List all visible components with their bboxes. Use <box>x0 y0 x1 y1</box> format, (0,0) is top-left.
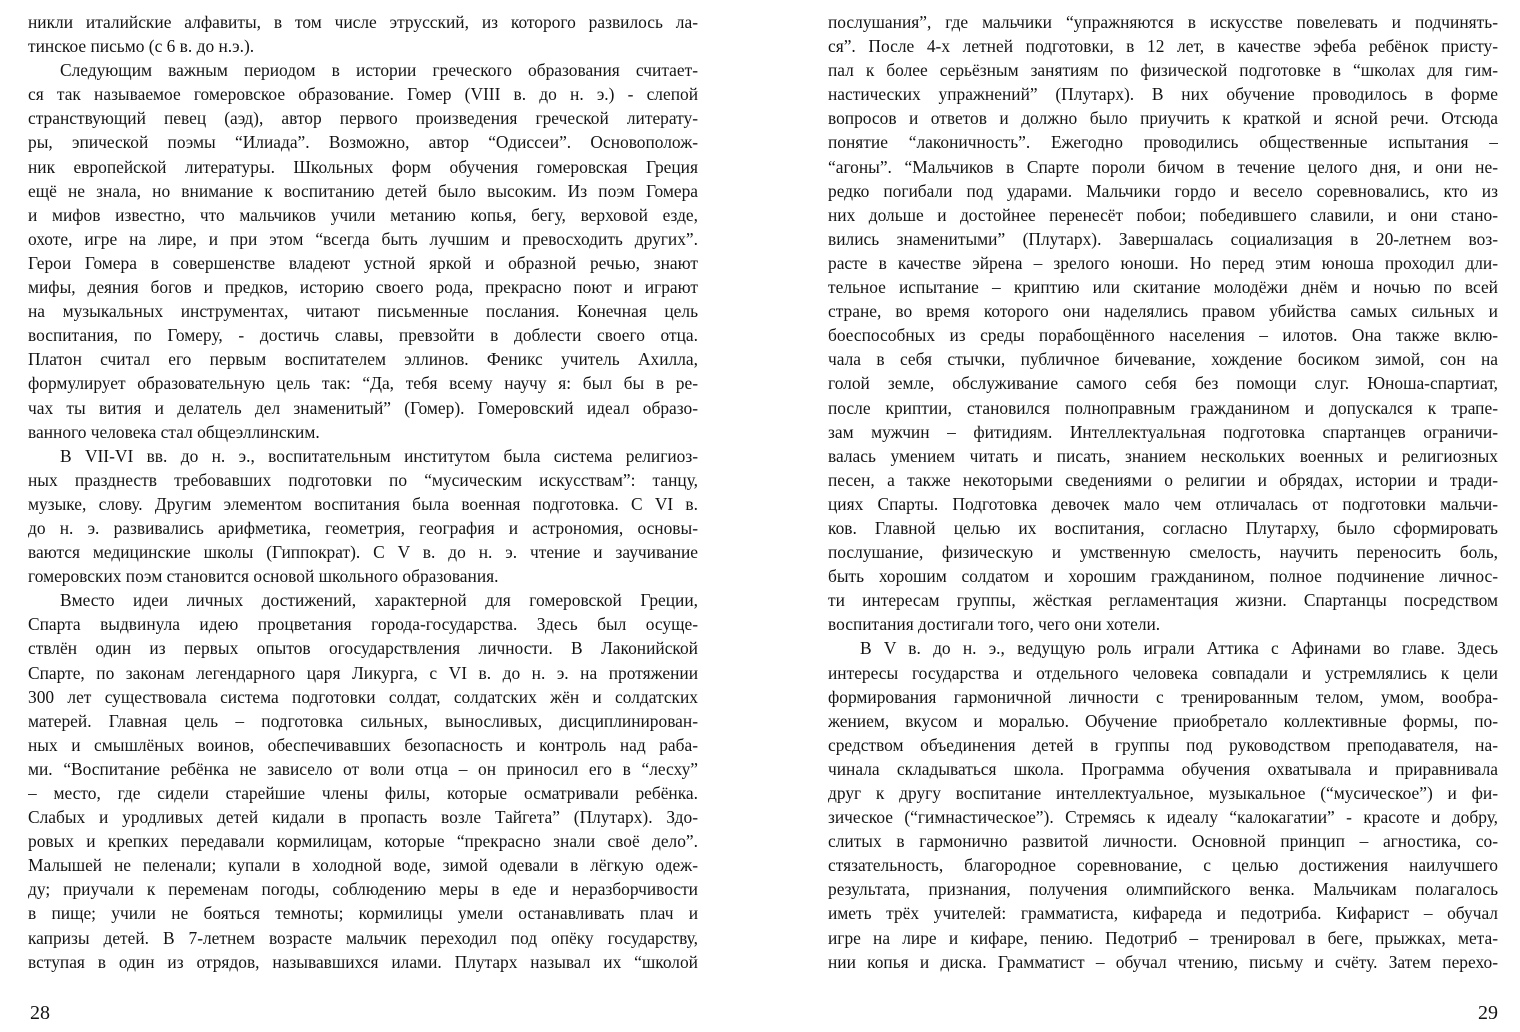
text-line: до н. э. развивались арифметика, геометрия, география и астрономия, основы- <box>28 517 698 538</box>
text-line: ещё не знала, но внимание к воспитанию детей было высоким. Из поэм Гомера <box>28 180 698 201</box>
text-line: на музыкальных инструментах, читают письменные послания. Конечная цель <box>28 301 698 322</box>
paragraph <box>28 58 698 444</box>
text-line: формулирует образовательную цель так: “Да, тебя всему научу я: был бы в ре- <box>28 373 698 394</box>
text-line: музыке, слову. Другим элементом воспитания была военная подготовка. С VI в. <box>28 493 698 514</box>
text-line: тельное испытание – криптию или скитание молодёжи днём и ночью по всей <box>828 277 1498 298</box>
text-line: – место, где сидели старейшие члены филы, которые осматривали ребёнка. <box>28 783 698 803</box>
text-line: мифы, деяния богов и предков, историю своего рода, прекрасно поют и играют <box>28 277 698 298</box>
paragraph <box>28 444 698 589</box>
text-line: ных празднеств требовавших подготовки по “мусическим искусствам”: танцу, <box>28 469 698 490</box>
text-line: ровых и крепких передавали кормилицам, которые “прекрасно знали своё дело”. <box>28 831 698 852</box>
text-line: никли италийские алфавиты, в том числе этрусский, из которого развилось ла- <box>28 12 698 32</box>
text-line: Спарте, по законам легендарного царя Ликурга, с VI в. до н. э. на протяжении <box>28 662 698 683</box>
text-line: Следующим важным периодом в истории греческого образования считает- <box>60 60 698 81</box>
text-line: стране, во время которого они наделялись правом убийства самых сильных и <box>828 301 1498 322</box>
text-line: расте в качестве эйрена – зрелого юноши. Но перед этим юноша проходил дли- <box>828 252 1498 273</box>
text-line: гомеровских поэм становится основой школьного образования. <box>28 566 499 587</box>
text-line: друг к другу воспитание интеллектуальное, музыкальное (“мусическое”) и фи- <box>828 783 1498 803</box>
text-line: вопросов и ответов и должно было приучить к краткой и ясной речи. Отсюда <box>828 108 1498 129</box>
text-line: воспитания достигали того, чего они хотели. <box>828 614 1161 635</box>
text-line: охоте, игре на лире, и при этом “всегда быть лучшим и превосходить других”. <box>28 228 698 249</box>
text-line: воспитания, по Гомеру, - достичь славы, превзойти в доблести своего отца. <box>28 325 698 346</box>
text-line: быть хорошим солдатом и хорошим гражданином, полное подчинение личнос- <box>828 566 1498 587</box>
text-line: Вместо идеи личных достижений, характерной для гомеровской Греции, <box>60 590 698 611</box>
text-line: В V в. до н. э., ведущую роль играли Аттика с Афинами во главе. Здесь <box>860 638 1498 659</box>
text-line: зам мужчин – фитидиям. Интеллектуальная подготовка спартанцев ограничи- <box>828 421 1498 442</box>
text-line: Слабых и уродливых детей кидали в пропасть возле Тайгета” (Плутарх). Здо- <box>28 807 698 828</box>
text-line: ваются медицинские школы (Гиппократ). С V в. до н. э. чтение и заучивание <box>28 542 698 563</box>
text-line: зическое (“гимнастическое”). Стремясь к идеалу “калокагатии” - красоте и добру, <box>828 807 1498 828</box>
text-line: “агоны”. “Мальчиков в Спарте пороли бичом в течение целого дня, и они не- <box>828 156 1498 177</box>
text-line: боеспособных из среды порабощённого населения – илотов. Она также вклю- <box>828 325 1498 346</box>
text-line: капризы детей. В 7-летнем возрасте мальчик переходил под опёку государству, <box>28 927 698 948</box>
right-page-number: 29 <box>1478 1002 1498 1024</box>
left-page-text <box>28 10 698 974</box>
text-line: нии копья и диска. Грамматист – обучал чтению, письму и счёту. Затем перехо- <box>828 951 1498 972</box>
text-line: вступая в один из отрядов, называвшихся илами. Плутарх называл их “школой <box>28 951 698 972</box>
text-line: них дольше и достойнее перенесёт побои; победившего славили, и они стано- <box>828 204 1498 225</box>
right-page-text <box>828 10 1498 974</box>
text-line: песен, а также некоторыми сведениями о религии и обрядах, истории и тради- <box>828 469 1498 490</box>
text-line: валась умением читать и писать, знанием нескольких военных и религиозных <box>828 445 1498 466</box>
text-line: чах ты вития и делатель дел знаменитый” (Гомер). Гомеровский идеал образо- <box>28 397 698 418</box>
text-line: в пище; учили не бояться темноты; кормилицы умели останавливать плач и <box>28 903 698 924</box>
text-line: ся так называемое гомеровское образование. Гомер (VIII в. до н. э.) - слепой <box>28 84 698 105</box>
text-line: интересы государства и отдельного человека совпадали и устремлялись к цели <box>828 662 1498 683</box>
text-line: 300 лет существовала система подготовки солдат, солдатских жён и солдатских <box>28 686 698 707</box>
text-line: ванного человека стал общеэллинским. <box>28 421 320 442</box>
text-line: стязательность, благородное соревнование, с целью достижения наилучшего <box>828 855 1498 876</box>
left-page-number: 28 <box>30 1002 50 1024</box>
text-line: послушания”, где мальчики “упражняются в искусстве повелевать и подчинять- <box>828 12 1498 32</box>
text-line: настических упражнений” (Плутарх). В них обучение проводилось в форме <box>828 84 1498 105</box>
text-line: тинское письмо (с 6 в. до н.э.). <box>28 36 255 57</box>
text-line: ков. Главной целью их воспитания, согласно Плутарху, было сформировать <box>828 517 1498 538</box>
text-line: формирования гармоничной личности с тренированным телом, умом, вообра- <box>828 686 1498 707</box>
text-line: редко погибали под ударами. Мальчики гордо и весело соревновались, кто из <box>828 180 1498 201</box>
text-line: ник европейской литературы. Школьных форм обучения гомеровская Греция <box>28 156 698 177</box>
right-page <box>828 10 1498 1032</box>
text-line: ся”. После 4-х летней подготовки, в 12 лет, в качестве эфеба ребёнок присту- <box>828 36 1498 57</box>
text-line: Герои Гомера в совершенстве владеют устной яркой и образной речью, знают <box>28 252 698 273</box>
paragraph <box>28 588 698 974</box>
text-line: средством объединения детей в группы под руководством преподавателя, на- <box>828 734 1498 755</box>
text-line: вились знаменитыми” (Плутарх). Завершалась социализация в 20-летнем воз- <box>828 228 1498 249</box>
text-line: Малышей не пеленали; купали в холодной воде, зимой одевали в лёгкую одеж- <box>28 855 698 876</box>
text-line: Платон считал его первым воспитателем эллинов. Феникс учитель Ахилла, <box>28 349 698 370</box>
text-line: иметь трёх учителей: грамматиста, кифареда и педотриба. Кифарист – обучал <box>828 903 1498 924</box>
text-line: ми. “Воспитание ребёнка не зависело от воли отца – он приносил его в “лесху” <box>28 758 698 779</box>
paragraph <box>828 10 1498 636</box>
text-line: голой земле, обслуживание самого себя без помощи слуг. Юноша-спартиат, <box>828 373 1498 394</box>
text-line: чинала складываться школа. Программа обучения охватывала и приравнивала <box>828 758 1498 779</box>
text-line: циях Спарты. Подготовка девочек мало чем отличалась от подготовки мальчи- <box>828 493 1498 514</box>
text-line: и мифов известно, что мальчиков учили метанию копья, бегу, верховой езде, <box>28 204 698 225</box>
text-line: ры, эпической поэмы “Илиада”. Возможно, автор “Одиссеи”. Основополож- <box>28 132 698 153</box>
text-line: жением, вкусом и моралью. Обучение приобретало коллективные формы, по- <box>828 710 1498 731</box>
text-line: ных и смышлёных воинов, обеспечивавших безопасность и контроль над раба- <box>28 734 698 755</box>
text-line: игре на лире и кифаре, пению. Педотриб – тренировал в беге, прыжках, мета- <box>828 927 1498 948</box>
text-line: послушание, физическую и умственную смелость, научить переносить боль, <box>828 542 1498 563</box>
text-line: странствующий певец (аэд), автор первого произведения греческой литерату- <box>28 108 698 129</box>
text-line: понятие “лаконичность”. Ежегодно проводились общественные испытания – <box>828 132 1498 153</box>
text-line: Спарта выдвинула идею процветания города-государства. Здесь был осуще- <box>28 614 698 635</box>
left-page <box>28 10 698 1032</box>
text-line: после криптии, становился полноправным гражданином и допускался к трапе- <box>828 397 1498 418</box>
text-line: пал к более серьёзным занятиям по физической подготовке в “школах для гим- <box>828 60 1498 81</box>
text-line: слитых в гармонично развитой личности. Основной принцип – агностика, со- <box>828 831 1498 852</box>
text-line: ду; приучали к переменам погоды, соблюдению меры в еде и неразборчивости <box>28 879 698 900</box>
paragraph <box>828 636 1498 973</box>
text-line: матерей. Главная цель – подготовка сильных, выносливых, дисциплинирован- <box>28 710 698 731</box>
text-line: ти интересам группы, жёсткая регламентация жизни. Спартанцы посредством <box>828 590 1498 611</box>
paragraph <box>28 10 698 58</box>
text-line: чала в себя стычки, публичное бичевание, хождение босиком зимой, сон на <box>828 349 1498 370</box>
text-line: результата, признания, получения олимпийского венка. Мальчикам полагалось <box>828 879 1498 900</box>
text-line: В VII-VI вв. до н. э., воспитательным институтом была система религиоз- <box>60 445 698 466</box>
text-line: ствлён один из первых опытов огосударствления личности. В Лаконийской <box>28 638 698 659</box>
